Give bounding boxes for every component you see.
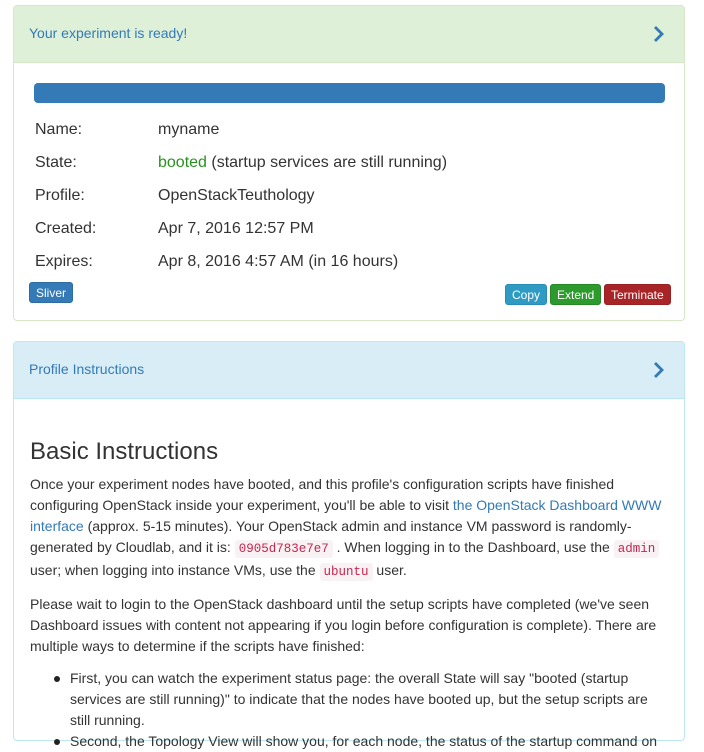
p1-text-c: . When logging in to the Dashboard, use the bbox=[332, 539, 614, 555]
p1-text-a: Once your experiment nodes have booted, and this profile's configuration scripts have finished configuring OpenStack inside your experiment, you'll be able to visit bbox=[30, 476, 615, 513]
list-item: Second, the Topology View will show you, for each node, the status of the startup command on bbox=[70, 731, 670, 752]
sliver-button[interactable]: Sliver bbox=[29, 282, 73, 303]
instructions-panel-title[interactable]: Profile Instructions bbox=[29, 361, 145, 377]
state-note: (startup services are still running) bbox=[206, 154, 448, 171]
p1-text-e: user. bbox=[372, 562, 407, 578]
experiment-progress-bar bbox=[34, 83, 665, 103]
status-panel-header[interactable] bbox=[14, 6, 684, 63]
instructions-paragraph-2: Please wait to login to the OpenStack dashboard until the setup scripts have completed (we've seen Dashboard issues with content not appearing if you login before configuration is complete). There are multiple ways to determine if the scripts have finished: bbox=[30, 596, 657, 654]
list-item: First, you can watch the experiment status page: the overall State will say "booted (startup services are still running)" to indicate that the nodes have booted up, but the setup scripts are still running. bbox=[70, 668, 670, 731]
state-value: booted bbox=[158, 154, 207, 171]
password-code: 0905d783e7e7 bbox=[235, 540, 333, 558]
terminate-button[interactable]: Terminate bbox=[604, 284, 671, 305]
created-label: Created: bbox=[35, 220, 97, 237]
expires-label: Expires: bbox=[35, 253, 93, 270]
p1-text-d: user; when logging into instance VMs, use the bbox=[30, 562, 320, 578]
profile-label: Profile: bbox=[35, 187, 85, 204]
chevron-right-icon[interactable] bbox=[651, 26, 667, 42]
extend-button[interactable]: Extend bbox=[550, 284, 601, 305]
profile-instructions-panel bbox=[13, 341, 685, 749]
instructions-heading: Basic Instructions bbox=[30, 438, 219, 465]
state-value-wrap bbox=[158, 152, 447, 174]
openstack-dashboard-link[interactable]: the OpenStack Dashboard WWW interface bbox=[30, 497, 662, 534]
instructions-panel-header[interactable] bbox=[14, 342, 684, 399]
expires-value: Apr 8, 2016 4:57 AM (in 16 hours) bbox=[158, 253, 399, 270]
ubuntu-user-code: ubuntu bbox=[320, 563, 373, 581]
name-value: myname bbox=[158, 121, 220, 138]
copy-button[interactable]: Copy bbox=[505, 284, 547, 305]
admin-user-code: admin bbox=[614, 540, 660, 558]
instructions-body bbox=[30, 438, 670, 752]
instructions-list bbox=[30, 668, 670, 752]
instructions-paragraph-1 bbox=[30, 474, 670, 583]
name-label: Name: bbox=[35, 121, 83, 138]
profile-link[interactable]: OpenStackTeuthology bbox=[158, 187, 315, 204]
state-label: State: bbox=[35, 154, 77, 171]
experiment-status-panel bbox=[13, 5, 685, 321]
p1-text-b: (approx. 5-15 minutes). Your OpenStack admin and instance VM password is randomly-generated by Cloudlab, and it is: bbox=[30, 518, 632, 555]
chevron-right-icon[interactable] bbox=[651, 362, 667, 378]
created-value: Apr 7, 2016 12:57 PM bbox=[158, 220, 314, 237]
status-panel-title[interactable]: Your experiment is ready! bbox=[29, 25, 188, 41]
